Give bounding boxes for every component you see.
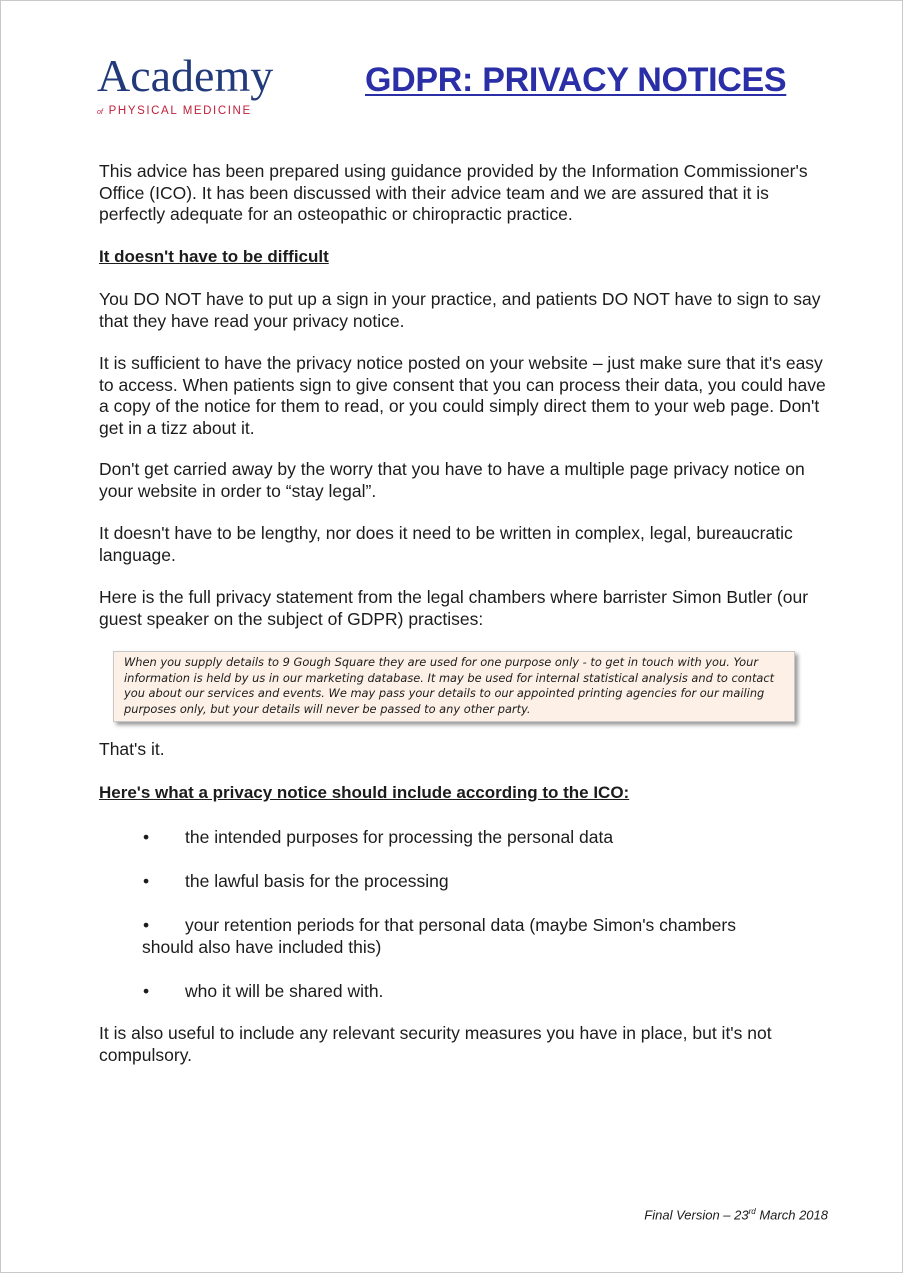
paragraph-website <box>99 353 834 439</box>
privacy-statement-quote: When you supply details to 9 Gough Square they are used for one purpose only - to get in touch with you. Your information is held by us in our marketing database. It may be used for internal statistical analysis and to contact you about our services and events. We may pass your details to our appointed printing agencies for our mailing purposes only, but your details will never be passed to any other party. <box>113 651 795 722</box>
logo-wordmark: Academy <box>97 50 274 101</box>
closing-paragraph <box>99 1023 834 1066</box>
paragraph-sign <box>99 289 834 332</box>
logo-of: of <box>97 109 103 116</box>
paragraph-lengthy-text: It doesn't have to be lengthy, nor does it need to be written in complex, legal, bureaucratic language. <box>99 523 793 565</box>
bullet-text: the intended purposes for processing the personal data <box>185 827 614 847</box>
bullet-marker: • <box>143 827 150 847</box>
footer-suffix: March 2018 <box>755 1207 828 1223</box>
academy-logo <box>97 50 307 123</box>
paragraph-lengthy <box>99 523 834 566</box>
bullet-marker: • <box>143 871 150 891</box>
bullet-marker: • <box>143 915 150 935</box>
paragraph-worry <box>99 459 834 502</box>
bullet-text: your retention periods for that personal data (maybe Simon's chambers <box>185 915 736 935</box>
footer-prefix: Final Version – 23 <box>644 1207 749 1223</box>
section-heading-ico: Here's what a privacy notice should include according to the ICO: <box>99 783 630 802</box>
bullet-marker: • <box>143 981 150 1001</box>
paragraph-website-text: It is sufficient to have the privacy notice posted on your website – just make sure that it's easy to access. When patients sign to give consent that you can process their data, you could have a copy of the notice for them to read, or you could simply direct them to your web page. Don't get in a tizz about it. <box>99 353 826 438</box>
footer-superscript: rd <box>748 1207 756 1216</box>
paragraph-worry-text: Don't get carried away by the worry that you have to have a multiple page privacy notice on your website in order to “stay legal”. <box>99 459 805 501</box>
intro-block <box>99 161 834 226</box>
section-heading-difficult: It doesn't have to be difficult <box>99 247 329 266</box>
closing-paragraph-text: It is also useful to include any relevant security measures you have in place, but it's not compulsory. <box>99 1023 772 1065</box>
bullet-text: the lawful basis for the processing <box>185 871 449 891</box>
bullet-text-continuation: should also have included this) <box>142 937 382 957</box>
page-title: GDPR: PRIVACY NOTICES <box>365 61 787 99</box>
bullet-text: who it will be shared with. <box>185 981 384 1001</box>
paragraph-statement-text: Here is the full privacy statement from the legal chambers where barrister Simon Butler (our guest speaker on the subject of GDPR) practises: <box>99 587 809 629</box>
intro-paragraph: This advice has been prepared using guidance provided by the Information Commissioner's Office (ICO). It has been discussed with their advice team and we are assured that it is perfectly adequate for an osteopathic or chiropractic practice. <box>99 161 808 224</box>
paragraph-statement <box>99 587 834 630</box>
thats-it-text: That's it. <box>99 739 165 759</box>
version-footer <box>644 1207 828 1222</box>
paragraph-sign-text: You DO NOT have to put up a sign in your practice, and patients DO NOT have to sign to say that they have read your privacy notice. <box>99 289 821 331</box>
logo-subtitle <box>97 105 252 117</box>
logo-subtitle-text: PHYSICAL MEDICINE <box>108 105 252 117</box>
